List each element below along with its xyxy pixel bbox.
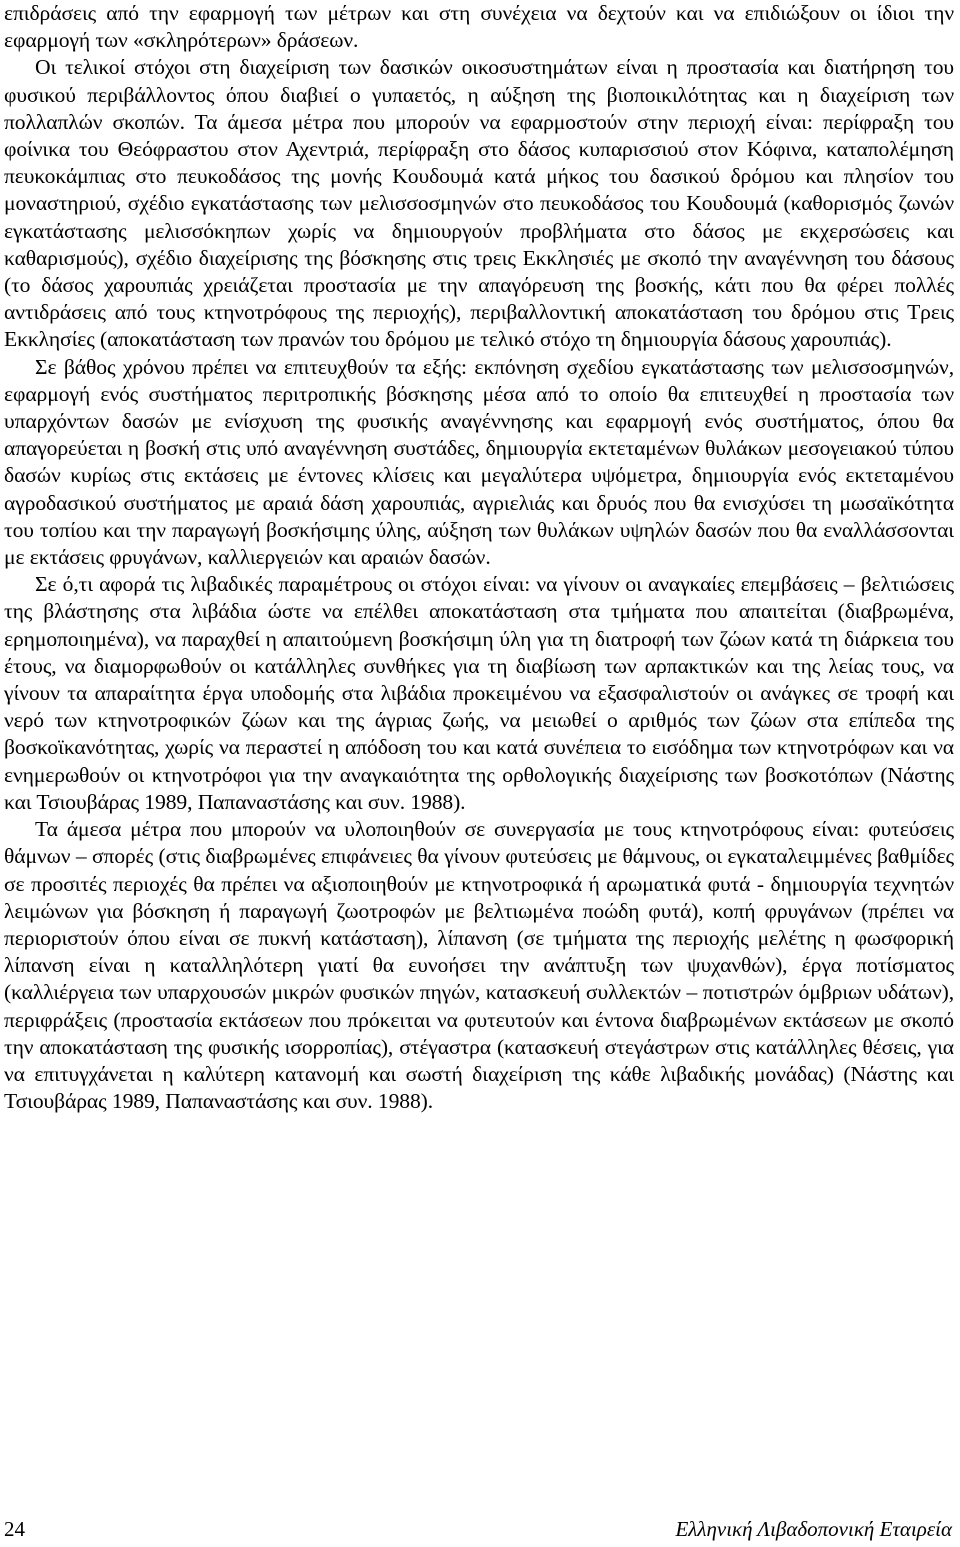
- page-footer: [4, 1514, 954, 1544]
- paragraph-continuation: επιδράσεις από την εφαρμογή των μέτρων και στη συνέχεια να δεχτούν και να επιδιώξουν οι ίδιοι την εφαρμογή των «σκληρότερων» δράσεων.: [4, 1, 954, 53]
- publisher-name: Ελληνική Λιβαδοπονική Εταιρεία: [675, 1517, 952, 1541]
- paragraph-immediate-measures: Τα άμεσα μέτρα που μπορούν να υλοποιηθούν σε συνεργασία με τους κτηνοτρόφους είναι: φυτεύσεις θάμνων – σπορές (στις διαβρωμένες επιφάνειες θα γίνουν φυτεύσεις με θάμνους, οι εγκαταλειμμένες βαθμίδες σε προσιτές περιοχές θα πρέπει να αξιοποιηθούν με κτηνοτροφικά ή αρωματικά φυτά - δημιουργία τεχνητών λειμώνων για βόσκηση ή παραγωγή ζωοτροφών με βελτιωμένα ποώδη φυτά), κοπή φρυγάνων (πρέπει να περιοριστούν όπου είναι σε πυκνή κατάσταση), λίπανση (σε τμήματα της περιοχής μελέτης η φωσφορική λίπανση είναι η καταλληλότερη γιατί θα ευνοήσει την ανάπτυξη των ψυχανθών), έργα ποτίσματος (καλλιέργεια των υπαρχουσών μικρών φυσικών πηγών, κατασκευή συλλεκτών – ποτιστρών όμβριων υδάτων), περιφράξεις (προστασία εκτάσεων που πρόκειται να φυτευτούν και έντονα διαβρωμένων εκτάσεων με σκοπό την αποκατάσταση της φυσικής ισορροπίας), στέγαστρα (κατασκευή στεγάστρων στις κατάλληλες θέσεις, για να επιτυγχάνεται η καλύτερη κατανομή και σωστή διαχείριση της κάθε λιβαδικής μονάδας) (Νάστης και Τσιουβάρας 1989, Παπαναστάσης και συν. 1988).: [4, 817, 954, 1114]
- paragraph-long-term-goals: Σε βάθος χρόνου πρέπει να επιτευχθούν τα εξής: εκπόνηση σχεδίου εγκατάστασης των μελισσοσμηνών, εφαρμογή ενός συστήματος περιτροπικής βόσκησης μέσα από το οποίο θα επιτευχθεί η προστασία των υπαρχόντων δασών με ενίσχυση της φυσικής αναγέννησης και εφαρμογή ενός συστήματος, όπου θα απαγορεύεται η βοσκή στις υπό αναγέννηση συστάδες, δημιουργία εκτεταμένων θυλάκων μεσογειακού τύπου δασών κυρίως στις εκτάσεις με έντονες κλίσεις και μεγαλύτερα υψόμετρα, δημιουργία ενός εκτεταμένου αγροδασικού συστήματος με αραιά δάση χαρουπιάς, αγριελιάς και δρυός που θα ενισχύσει τη μωσαϊκότητα του τοπίου και την παραγωγή βοσκήσιμης ύλης, αύξηση των θυλάκων υψηλών δασών που θα εναλλάσσονται με εκτάσεις φρυγάνων, καλλιεργειών και αραιών δασών.: [4, 354, 954, 570]
- paragraph-rangeland-goals: Σε ό,τι αφορά τις λιβαδικές παραμέτρους οι στόχοι είναι: να γίνουν οι αναγκαίες επεμβάσεις – βελτιώσεις της βλάστησης στα λιβάδια ώστε να επέλθει αποκατάσταση στα τμήματα που απαιτείται (διαβρωμένα, ερημοποιημένα), να παραχθεί η απαιτούμενη βοσκήσιμη ύλη για τη διατροφή των ζώων κατά τη διάρκεια του έτους, να διαμορφωθούν οι κατάλληλες συνθήκες για τη διαβίωση των αρπακτικών και της λείας τους, να γίνουν τα απαραίτητα έργα υποδομής στα λιβάδια προκειμένου να εξασφαλιστούν οι ανάγκες σε τροφή και νερό των κτηνοτροφικών ζώων και της άγριας ζωής, να μειωθεί ο αριθμός των ζώων στα επίπεδα της βοσκοϊκανότητας, χωρίς να περαστεί η απόδοση του και κατά συνέπεια το εισόδημα των κτηνοτρόφων και να ενημερωθούν οι κτηνοτρόφοι για την αναγκαιότητα της ορθολογικής διαχείρισης των βοσκοτόπων (Νάστης και Τσιουβάρας 1989, Παπαναστάσης και συν. 1988).: [4, 572, 954, 814]
- paragraph-forest-management: Οι τελικοί στόχοι στη διαχείριση των δασικών οικοσυστημάτων είναι η προστασία και διατήρηση του φυσικού περιβάλλοντος όπου διαβιεί ο γυπαετός, η αύξηση της βιοποικιλότητας και η διαχείριση των πολλαπλών σκοπών. Τα άμεσα μέτρα που μπορούν να εφαρμοστούν στην περιοχή είναι: περίφραξη του φοίνικα του Θεόφραστου στον Αχεντριά, περίφραξη στο δάσος κυπαρισσιού στον Κόφινα, καταπολέμηση πευκοκάμπιας στο πευκοδάσος της μονής Κουδουμά κατά μήκος του δασικού δρόμου και πλησίον του μοναστηριού, σχέδιο εγκατάστασης των μελισσοσμηνών στο πευκοδάσος του Κουδουμά (καθορισμός ζωνών εγκατάστασης μελισσόκηπων χωρίς να δημιουργούν προβλήματα στο δάσος με εκχερσώσεις και καθαρισμούς), σχέδιο διαχείρισης της βόσκησης στις τρεις Εκκλησιές με σκοπό την αναγέννηση του δάσους (το δάσος χαρουπιάς χρειάζεται προστασία με την απαγόρευση της βοσκής, κάτι που θα φέρει πολλές αντιδράσεις από τους κτηνοτρόφους της περιοχής), περιβαλλοντική αποκατάσταση του δρόμου στις Τρεις Εκκλησίες (αποκατάσταση των πρανών του δρόμου με τελικό στόχο τη δημιουργία δάσους χαρουπιάς).: [4, 55, 954, 352]
- page-body: [4, 0, 954, 1115]
- page-number: 24: [4, 1517, 25, 1541]
